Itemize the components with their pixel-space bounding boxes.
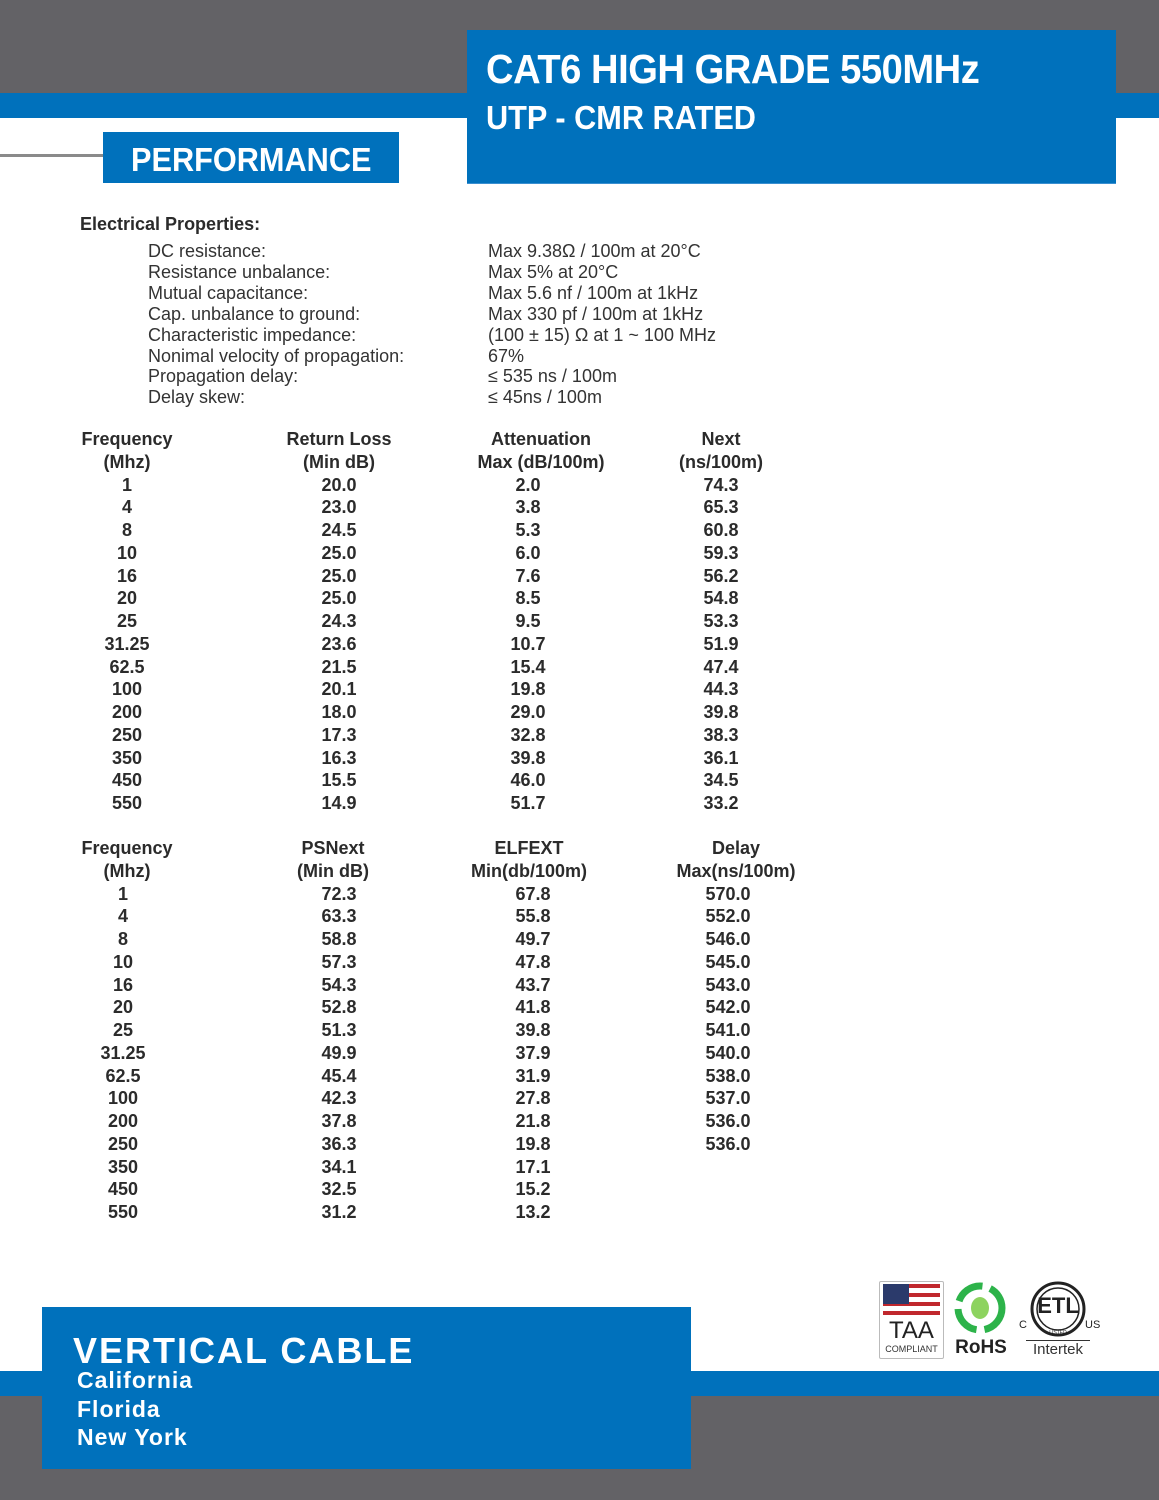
column-header: (Min dB) <box>297 860 369 881</box>
divider-line <box>0 154 103 157</box>
table-header-row <box>0 451 900 474</box>
table-row <box>0 1019 900 1042</box>
property-value: Max 9.38Ω / 100m at 20°C <box>488 241 701 261</box>
table-cell: 100 <box>107 1088 139 1109</box>
table-cell: 5.3 <box>515 520 541 540</box>
property-value: Max 5.6 nf / 100m at 1kHz <box>488 282 699 303</box>
table-row <box>0 496 900 519</box>
property-row <box>148 366 716 387</box>
company-name: VERTICAL CABLE <box>73 1330 415 1371</box>
table-cell: 53.3 <box>703 611 739 631</box>
table-cell: 63.3 <box>321 906 357 927</box>
table-cell: 200 <box>107 1111 139 1131</box>
column-header: (Mhz) <box>103 860 151 881</box>
table-cell: 20 <box>112 997 134 1018</box>
property-label: Delay skew: <box>148 387 246 408</box>
table-row <box>0 1156 900 1179</box>
table-row <box>0 951 900 974</box>
column-header: Min(db/100m) <box>470 860 588 881</box>
table-row <box>0 905 900 928</box>
table-cell: 15.5 <box>321 770 357 791</box>
table-cell: 250 <box>107 1133 139 1154</box>
table-cell: 541.0 <box>705 1020 751 1040</box>
property-label: Mutual capacitance: <box>148 282 309 303</box>
table-cell: 51.3 <box>321 1020 357 1040</box>
table-cell: 542.0 <box>705 997 751 1018</box>
table-cell: 31.25 <box>100 1042 146 1063</box>
table-cell: 536.0 <box>705 1111 751 1131</box>
table-row <box>0 1178 900 1201</box>
table-cell: 54.8 <box>703 588 739 609</box>
property-value: 67% <box>488 345 525 366</box>
table-cell: 540.0 <box>705 1042 751 1063</box>
rohs-title: RoHS <box>955 1337 1007 1358</box>
property-value: Max 330 pf / 100m at 1kHz <box>488 303 704 324</box>
table-cell: 39.8 <box>703 702 739 722</box>
table-cell: 57.3 <box>321 951 357 972</box>
table-cell: 20.0 <box>321 474 357 495</box>
table-row <box>0 928 900 951</box>
location-california: California <box>77 1367 194 1393</box>
table-row <box>0 610 900 633</box>
table-cell: 41.8 <box>515 997 551 1018</box>
taa-title: TAA <box>889 1317 934 1344</box>
table-cell: 32.5 <box>321 1179 357 1200</box>
table-row <box>0 1201 900 1224</box>
rohs-logo <box>950 1281 1012 1359</box>
table-row <box>0 474 900 497</box>
table-cell: 44.3 <box>703 679 739 700</box>
table-cell: 33.2 <box>703 793 739 813</box>
table-cell: 16.3 <box>321 747 357 768</box>
table-cell: 46.0 <box>510 770 546 791</box>
table-cell: 6.0 <box>515 542 541 563</box>
table-cell: 49.7 <box>515 929 551 949</box>
taa-compliant-logo <box>879 1281 944 1359</box>
electrical-properties-title: Electrical Properties: <box>80 214 261 234</box>
table-cell: 36.3 <box>321 1133 357 1154</box>
table-cell: 29.0 <box>510 702 546 722</box>
intertek-text: Intertek <box>1026 1340 1090 1358</box>
table-cell: 10 <box>112 951 134 972</box>
table-cell: 200 <box>111 702 143 722</box>
table-row <box>0 724 900 747</box>
column-header: Attenuation <box>491 429 591 449</box>
property-value: ≤ 535 ns / 100m <box>488 366 617 387</box>
electrical-properties-list <box>148 241 716 408</box>
recycle-leaf-icon <box>950 1281 1012 1337</box>
column-header: Max (dB/100m) <box>477 451 605 472</box>
property-value: Max 5% at 20°C <box>488 261 619 282</box>
etl-c: C <box>1019 1319 1027 1331</box>
table-cell: 1 <box>117 883 129 904</box>
table-cell: 51.9 <box>703 633 739 654</box>
table-cell: 43.7 <box>515 974 551 995</box>
location-new-york: New York <box>77 1424 188 1450</box>
column-header: Frequency <box>81 429 173 449</box>
property-label: Cap. unbalance to ground: <box>148 303 361 324</box>
table-row <box>0 678 900 701</box>
table-cell: 39.8 <box>515 1020 551 1040</box>
column-header: Return Loss <box>286 429 392 449</box>
table-cell: 17.3 <box>321 724 357 745</box>
table-row <box>0 1042 900 1065</box>
table-cell: 23.0 <box>321 497 357 518</box>
table-row <box>0 996 900 1019</box>
table-cell: 34.1 <box>321 1156 357 1177</box>
property-value: ≤ 45ns / 100m <box>488 387 602 408</box>
table-cell: 25.0 <box>321 588 357 609</box>
table-row <box>0 1110 900 1133</box>
page-title: CAT6 HIGH GRADE 550MHz <box>486 46 980 92</box>
table-cell: 25 <box>116 611 138 631</box>
table-cell: 2.0 <box>515 474 541 495</box>
property-label: Resistance unbalance: <box>148 261 331 282</box>
table-cell: 17.1 <box>515 1156 551 1177</box>
table-cell: 10 <box>116 542 138 563</box>
table-cell: 62.5 <box>109 656 145 677</box>
table-cell: 31.2 <box>321 1202 357 1222</box>
table-row <box>0 769 900 792</box>
table-cell: 8 <box>117 929 129 949</box>
table-cell: 52.8 <box>321 997 357 1018</box>
table-cell: 8 <box>121 520 133 540</box>
table-cell: 55.8 <box>515 906 551 927</box>
table-cell: 8.5 <box>515 588 541 609</box>
table-cell: 450 <box>111 770 143 791</box>
column-header: ELFEXT <box>494 838 564 858</box>
column-header: (Min dB) <box>303 451 375 472</box>
column-header: PSNext <box>301 838 365 858</box>
table-cell: 51.7 <box>510 793 546 813</box>
table-cell: 67.8 <box>515 883 551 904</box>
table-cell: 47.8 <box>515 951 551 972</box>
table-cell: 65.3 <box>703 497 739 518</box>
column-header: Frequency <box>81 838 173 858</box>
performance-table-1 <box>0 428 900 815</box>
table-cell: 15.2 <box>515 1179 551 1200</box>
table-cell: 49.9 <box>321 1042 357 1063</box>
property-label: Propagation delay: <box>148 366 299 387</box>
table-cell: 31.9 <box>515 1065 551 1086</box>
etl-listed-logo <box>1016 1281 1102 1359</box>
table-cell: 538.0 <box>705 1065 751 1086</box>
table-cell: 24.3 <box>321 611 357 631</box>
table-cell: 10.7 <box>510 633 546 654</box>
table-cell: 450 <box>107 1179 139 1200</box>
table-cell: 62.5 <box>105 1065 141 1086</box>
column-header: (ns/100m) <box>678 451 764 472</box>
etl-us: US <box>1085 1319 1101 1331</box>
table-cell: 550 <box>107 1202 139 1222</box>
property-row <box>148 241 716 262</box>
table-cell: 7.6 <box>515 565 541 586</box>
table-cell: 25.0 <box>321 565 357 586</box>
property-label: Characteristic impedance: <box>148 324 357 345</box>
table-cell: 16 <box>116 565 138 586</box>
table-cell: 18.0 <box>321 702 357 722</box>
table-cell: 14.9 <box>321 793 357 813</box>
table-cell: 59.3 <box>703 542 739 563</box>
table-cell: 350 <box>107 1156 139 1177</box>
table-cell: 21.8 <box>515 1111 551 1131</box>
table-cell: 350 <box>111 747 143 768</box>
table-cell: 25.0 <box>321 542 357 563</box>
table-cell: 570.0 <box>705 883 751 904</box>
table-row <box>0 542 900 565</box>
table-cell: 543.0 <box>705 974 751 995</box>
table-row <box>0 1087 900 1110</box>
table-row <box>0 1133 900 1156</box>
table-cell: 32.8 <box>510 724 546 745</box>
column-header: Delay <box>711 838 761 858</box>
table-row <box>0 747 900 770</box>
performance-table-2 <box>0 837 900 1224</box>
table-cell: 37.8 <box>321 1111 357 1131</box>
property-label: Nonimal velocity of propagation: <box>148 345 405 366</box>
table-cell: 72.3 <box>321 883 357 904</box>
table-cell: 54.3 <box>321 974 357 995</box>
table-cell: 42.3 <box>321 1088 357 1109</box>
etl-mark-text: ETL <box>1037 1293 1079 1318</box>
table-cell: 25 <box>112 1020 134 1040</box>
table-cell: 15.4 <box>510 656 546 677</box>
etl-listed-text: LISTED <box>1049 1330 1067 1336</box>
property-row <box>148 346 716 367</box>
table-cell: 19.8 <box>515 1133 551 1154</box>
table-cell: 39.8 <box>510 747 546 768</box>
us-flag-icon <box>883 1284 940 1317</box>
table-header-row <box>0 860 900 883</box>
table-header-row <box>0 428 900 451</box>
table-cell: 34.5 <box>703 770 739 791</box>
table-cell: 58.8 <box>321 929 357 949</box>
table-cell: 3.8 <box>515 497 541 518</box>
table-cell: 45.4 <box>321 1065 357 1086</box>
table-row <box>0 974 900 997</box>
table-cell: 23.6 <box>321 633 357 654</box>
table-cell: 546.0 <box>705 929 751 949</box>
table-cell: 4 <box>117 906 129 927</box>
table-row <box>0 519 900 542</box>
table-cell: 19.8 <box>510 679 546 700</box>
table-row <box>0 883 900 906</box>
table-cell: 56.2 <box>703 565 739 586</box>
table-cell: 537.0 <box>705 1088 751 1109</box>
property-row <box>148 262 716 283</box>
table-cell: 13.2 <box>515 1202 551 1222</box>
table-cell: 100 <box>111 679 143 700</box>
table-cell: 9.5 <box>515 611 541 631</box>
taa-sub: COMPLIANT <box>885 1344 938 1354</box>
table-cell: 38.3 <box>703 724 739 745</box>
table-cell: 20 <box>116 588 138 609</box>
table-row <box>0 656 900 679</box>
table-row <box>0 792 900 815</box>
table-cell: 1 <box>121 474 133 495</box>
table-row <box>0 633 900 656</box>
table-cell: 37.9 <box>515 1042 551 1063</box>
section-heading: PERFORMANCE <box>130 141 372 178</box>
property-row <box>148 283 716 304</box>
property-row <box>148 325 716 346</box>
table-row <box>0 1065 900 1088</box>
table-cell: 60.8 <box>703 520 739 540</box>
table-cell: 36.1 <box>703 747 739 768</box>
table-cell: 74.3 <box>703 474 739 495</box>
property-value: (100 ± 15) Ω at 1 ~ 100 MHz <box>488 324 716 345</box>
table-cell: 545.0 <box>705 951 751 972</box>
table-cell: 4 <box>121 497 133 518</box>
table-row <box>0 701 900 724</box>
column-header: Next <box>701 429 741 449</box>
property-row <box>148 304 716 325</box>
table-cell: 550 <box>111 793 143 813</box>
property-label: DC resistance: <box>148 241 267 261</box>
table-row <box>0 587 900 610</box>
table-cell: 47.4 <box>703 656 739 677</box>
table-cell: 16 <box>112 974 134 995</box>
column-header: (Mhz) <box>103 451 151 472</box>
table-cell: 21.5 <box>321 656 357 677</box>
table-row <box>0 565 900 588</box>
table-cell: 552.0 <box>705 906 751 927</box>
table-cell: 20.1 <box>321 679 357 700</box>
table-header-row <box>0 837 900 860</box>
table-cell: 27.8 <box>515 1088 551 1109</box>
property-row <box>148 387 716 408</box>
section-heading-box <box>103 132 399 183</box>
location-florida: Florida <box>77 1396 161 1422</box>
page-subtitle: UTP - CMR RATED <box>486 99 756 136</box>
column-header: Max(ns/100m) <box>676 860 796 881</box>
table-cell: 24.5 <box>321 520 357 540</box>
table-cell: 536.0 <box>705 1133 751 1154</box>
table-cell: 250 <box>111 724 143 745</box>
table-cell: 31.25 <box>104 633 150 654</box>
